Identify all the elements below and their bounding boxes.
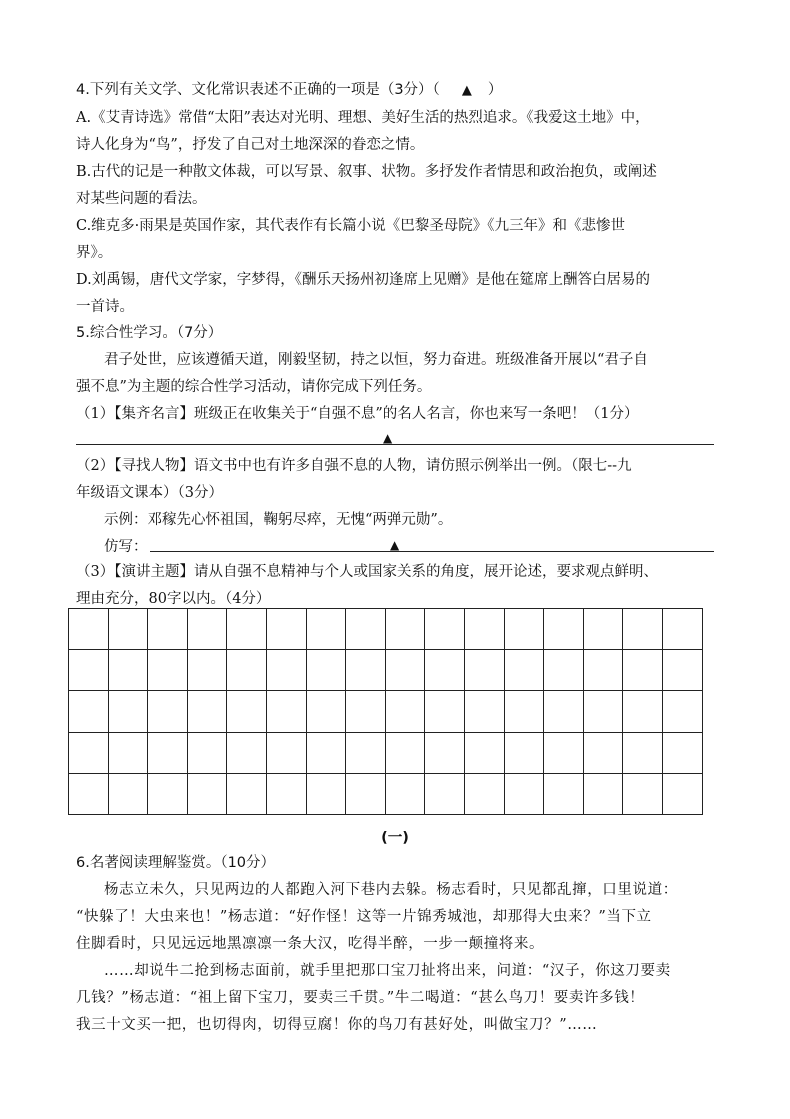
grid-cell[interactable] bbox=[662, 609, 702, 650]
grid-cell[interactable] bbox=[662, 773, 702, 814]
q4-option-a-line1: A.《艾青诗选》常借“太阳”表达对光明、理想、美好生活的热烈追求。《我爱这土地》中， bbox=[76, 110, 650, 126]
grid-cell[interactable] bbox=[464, 732, 504, 773]
grid-cell[interactable] bbox=[227, 609, 267, 650]
grid-cell[interactable] bbox=[108, 732, 148, 773]
grid-cell[interactable] bbox=[148, 609, 188, 650]
q5-part2-line1: （2）【寻找人物】语文书中也有许多自强不息的人物，请仿照示例举出一例。（限七--九 bbox=[76, 458, 632, 474]
q4-option-c-line2: 界》。 bbox=[76, 245, 113, 261]
writing-grid[interactable] bbox=[68, 608, 703, 815]
grid-cell[interactable] bbox=[504, 691, 544, 732]
q5-intro-line2: 强不息”为主题的综合性学习活动，请你完成下列任务。 bbox=[76, 379, 432, 395]
grid-cell[interactable] bbox=[306, 691, 346, 732]
grid-cell[interactable] bbox=[108, 773, 148, 814]
grid-cell[interactable] bbox=[266, 773, 306, 814]
grid-cell[interactable] bbox=[346, 609, 386, 650]
grid-cell[interactable] bbox=[346, 691, 386, 732]
grid-cell[interactable] bbox=[266, 650, 306, 691]
grid-cell[interactable] bbox=[464, 773, 504, 814]
grid-cell[interactable] bbox=[187, 773, 227, 814]
grid-cell[interactable] bbox=[148, 732, 188, 773]
grid-cell[interactable] bbox=[425, 650, 465, 691]
grid-cell[interactable] bbox=[504, 773, 544, 814]
grid-cell[interactable] bbox=[227, 732, 267, 773]
grid-cell[interactable] bbox=[425, 691, 465, 732]
grid-cell[interactable] bbox=[266, 691, 306, 732]
grid-cell[interactable] bbox=[148, 773, 188, 814]
grid-cell[interactable] bbox=[227, 691, 267, 732]
grid-cell[interactable] bbox=[108, 691, 148, 732]
grid-cell[interactable] bbox=[385, 691, 425, 732]
grid-cell[interactable] bbox=[583, 773, 623, 814]
grid-cell[interactable] bbox=[583, 609, 623, 650]
q6-para2-line2: 几钱？”杨志道：“祖上留下宝刀，要卖三千贯。”牛二喝道：“甚么鸟刀！要卖许多钱！ bbox=[76, 990, 645, 1006]
grid-cell[interactable] bbox=[623, 609, 663, 650]
grid-cell[interactable] bbox=[148, 691, 188, 732]
grid-cell[interactable] bbox=[464, 609, 504, 650]
grid-cell[interactable] bbox=[544, 650, 584, 691]
grid-cell[interactable] bbox=[504, 609, 544, 650]
grid-cell[interactable] bbox=[69, 732, 109, 773]
grid-cell[interactable] bbox=[425, 773, 465, 814]
grid-cell[interactable] bbox=[306, 773, 346, 814]
grid-cell[interactable] bbox=[425, 732, 465, 773]
q6-para1-line1: 杨志立未久，只见两边的人都跑入河下巷内去躲。杨志看时，只见都乱撺，口里说道： bbox=[104, 882, 678, 898]
q4-stem-text: 4.下列有关文学、文化常识表述不正确的一项是（3分）（ bbox=[76, 82, 440, 98]
q5-example: 示例：邓稼先心怀祖国，鞠躬尽瘁，无愧“两弹元勋”。 bbox=[104, 512, 453, 528]
grid-cell[interactable] bbox=[69, 650, 109, 691]
grid-cell[interactable] bbox=[504, 650, 544, 691]
grid-cell[interactable] bbox=[187, 691, 227, 732]
grid-cell[interactable] bbox=[346, 650, 386, 691]
grid-cell[interactable] bbox=[148, 650, 188, 691]
grid-cell[interactable] bbox=[187, 732, 227, 773]
grid-cell[interactable] bbox=[583, 732, 623, 773]
grid-cell[interactable] bbox=[69, 691, 109, 732]
grid-cell[interactable] bbox=[425, 609, 465, 650]
q4-stem bbox=[76, 80, 502, 101]
q5-stem: 5.综合性学习。（7分） bbox=[76, 325, 223, 341]
grid-cell[interactable] bbox=[385, 773, 425, 814]
grid-row bbox=[69, 691, 703, 732]
grid-cell[interactable] bbox=[306, 732, 346, 773]
answer-marker-icon: ▲ bbox=[383, 431, 393, 445]
grid-cell[interactable] bbox=[69, 609, 109, 650]
grid-cell[interactable] bbox=[623, 650, 663, 691]
grid-cell[interactable] bbox=[385, 650, 425, 691]
grid-cell[interactable] bbox=[464, 650, 504, 691]
grid-cell[interactable] bbox=[108, 609, 148, 650]
grid-row bbox=[69, 609, 703, 650]
grid-row bbox=[69, 732, 703, 773]
grid-cell[interactable] bbox=[306, 609, 346, 650]
q4-option-d-line1: D.刘禹锡，唐代文学家，字梦得，《酬乐天扬州初逢席上见赠》是他在筵席上酬答白居易的 bbox=[76, 272, 650, 288]
grid-cell[interactable] bbox=[583, 691, 623, 732]
q6-para2-line1: ……却说牛二抢到杨志面前，就手里把那口宝刀扯将出来，问道：“汉子，你这刀要卖 bbox=[104, 963, 671, 979]
section-title: (一) bbox=[381, 830, 409, 846]
grid-cell[interactable] bbox=[266, 609, 306, 650]
q4-close-paren: ） bbox=[487, 82, 503, 98]
q5-part2-line2: 年级语文课本）（3分） bbox=[76, 485, 223, 501]
grid-cell[interactable] bbox=[385, 732, 425, 773]
grid-cell[interactable] bbox=[623, 773, 663, 814]
grid-cell[interactable] bbox=[187, 650, 227, 691]
grid-row bbox=[69, 773, 703, 814]
answer-marker-icon: ▲ bbox=[461, 83, 472, 98]
grid-cell[interactable] bbox=[227, 650, 267, 691]
grid-cell[interactable] bbox=[544, 732, 584, 773]
grid-cell[interactable] bbox=[662, 650, 702, 691]
q4-option-c-line1: C.维克多·雨果是英国作家，其代表作有长篇小说《巴黎圣母院》《九三年》和《悲惨世 bbox=[76, 218, 626, 234]
grid-cell[interactable] bbox=[69, 773, 109, 814]
q5-imitate-label: 仿写： bbox=[104, 539, 148, 555]
q4-option-d-line2: 一首诗。 bbox=[76, 299, 134, 315]
grid-cell[interactable] bbox=[662, 691, 702, 732]
q5-part3-line2: 理由充分，80字以内。（4分） bbox=[76, 591, 271, 607]
grid-cell[interactable] bbox=[187, 609, 227, 650]
q4-option-b-line2: 对某些问题的看法。 bbox=[76, 191, 207, 207]
grid-cell[interactable] bbox=[623, 732, 663, 773]
q6-para2-line3: 我三十文买一把，也切得肉，切得豆腐！你的鸟刀有甚好处，叫做宝刀？”…… bbox=[76, 1017, 598, 1033]
grid-cell[interactable] bbox=[464, 691, 504, 732]
q4-option-b-line1: B.古代的记是一种散文体裁，可以写景、叙事、状物。多抒发作者情思和政治抱负，或阐述 bbox=[76, 164, 657, 180]
q4-option-a-line2: 诗人化身为“鸟”，抒发了自己对土地深深的眷恋之情。 bbox=[76, 137, 425, 153]
grid-cell[interactable] bbox=[583, 650, 623, 691]
answer-line-2[interactable] bbox=[150, 551, 714, 552]
grid-cell[interactable] bbox=[544, 691, 584, 732]
grid-cell[interactable] bbox=[108, 650, 148, 691]
grid-cell[interactable] bbox=[227, 773, 267, 814]
grid-cell[interactable] bbox=[662, 732, 702, 773]
grid-cell[interactable] bbox=[544, 773, 584, 814]
q5-intro-line1: 君子处世，应该遵循天道，刚毅坚韧，持之以恒，努力奋进。班级准备开展以“君子自 bbox=[104, 352, 648, 368]
q5-part1: （1）【集齐名言】班级正在收集关于“自强不息”的名人名言，你也来写一条吧！（1分） bbox=[76, 406, 639, 422]
q6-stem: 6.名著阅读理解鉴赏。（10分） bbox=[76, 855, 276, 871]
grid-cell[interactable] bbox=[544, 609, 584, 650]
grid-cell[interactable] bbox=[346, 732, 386, 773]
answer-line-1 bbox=[76, 444, 714, 445]
q6-para1-line2: “快躲了！大虫来也！”杨志道：“好作怪！这等一片锦秀城池，却那得大虫来？”当下立 bbox=[76, 909, 652, 925]
answer-marker-icon: ▲ bbox=[390, 538, 400, 552]
grid-cell[interactable] bbox=[504, 732, 544, 773]
grid-cell[interactable] bbox=[306, 650, 346, 691]
grid-cell[interactable] bbox=[385, 609, 425, 650]
q6-para1-line3: 住脚看时，只见远远地黑凛凛一条大汉，吃得半醉，一步一颠撞将来。 bbox=[76, 936, 545, 952]
grid-cell[interactable] bbox=[346, 773, 386, 814]
grid-cell[interactable] bbox=[266, 732, 306, 773]
q5-part3-line1: （3）【演讲主题】请从自强不息精神与个人或国家关系的角度，展开论述，要求观点鲜明、 bbox=[76, 564, 658, 580]
grid-row bbox=[69, 650, 703, 691]
grid-cell[interactable] bbox=[623, 691, 663, 732]
